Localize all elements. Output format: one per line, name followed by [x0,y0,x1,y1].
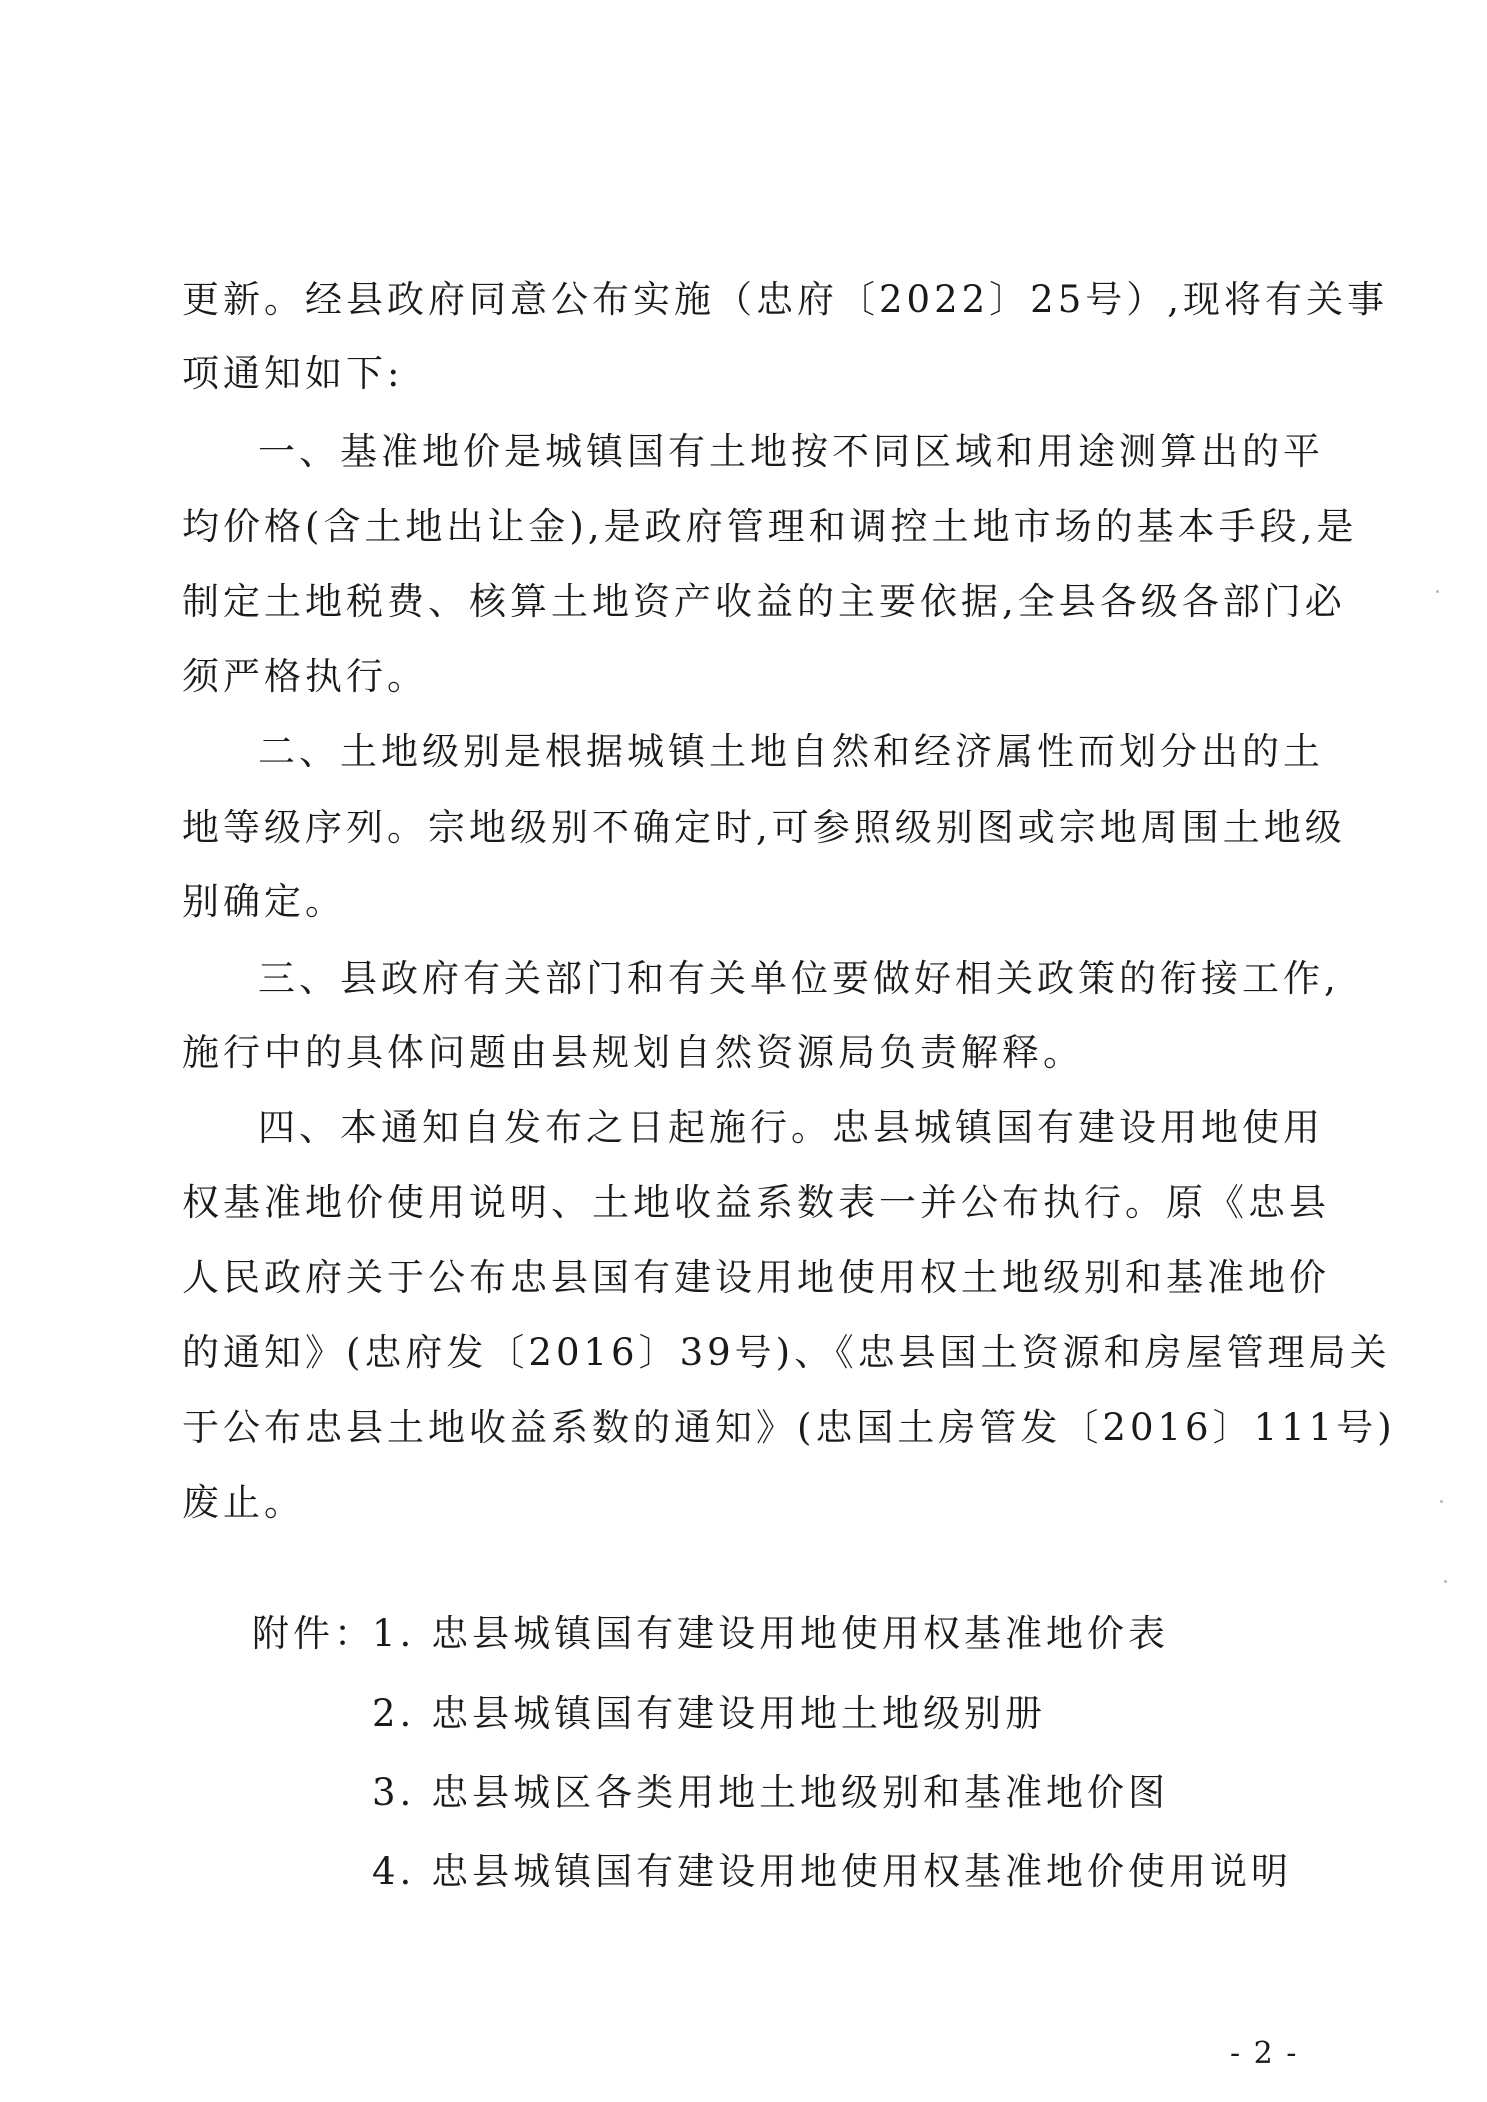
body-line: 人民政府关于公布忠县国有建设用地使用权土地级别和基准地价 [182,1256,1330,1299]
body-line: 权基准地价使用说明、土地收益系数表一并公布执行。原《忠县 [182,1181,1330,1224]
attachment-item: 2. 忠县城镇国有建设用地土地级别册 [372,1692,1047,1735]
body-line: 项通知如下: [182,352,404,395]
body-line: 废止。 [182,1481,305,1524]
scan-speck [1444,1580,1447,1583]
paragraph-4-start: 四、本通知自发布之日起施行。忠县城镇国有建设用地使用 [258,1106,1324,1149]
body-line: 的通知》(忠府发〔2016〕39号)、《忠县国土资源和房屋管理局关 [182,1331,1391,1374]
body-line: 施行中的具体问题由县规划自然资源局负责解释。 [182,1031,1084,1074]
scan-speck [1436,590,1439,593]
attachment-item: 3. 忠县城区各类用地土地级别和基准地价图 [372,1771,1170,1814]
paragraph-2-start: 二、土地级别是根据城镇土地自然和经济属性而划分出的土 [258,730,1324,773]
attachment-item: 1. 忠县城镇国有建设用地使用权基准地价表 [372,1612,1170,1655]
body-line: 须严格执行。 [182,655,428,698]
body-line: 别确定。 [182,880,346,923]
paragraph-1-start: 一、基准地价是城镇国有土地按不同区域和用途测算出的平 [258,430,1324,473]
body-line: 于公布忠县土地收益系数的通知》(忠国土房管发〔2016〕111号) [182,1406,1396,1449]
body-line: 更新。经县政府同意公布实施（忠府〔2022〕25号）,现将有关事 [182,278,1389,321]
body-line: 均价格(含土地出让金),是政府管理和调控土地市场的基本手段,是 [182,505,1358,548]
attachment-item: 4. 忠县城镇国有建设用地使用权基准地价使用说明 [372,1850,1293,1893]
body-line: 地等级序列。宗地级别不确定时,可参照级别图或宗地周围土地级 [182,806,1346,849]
page-number: - 2 - [1230,2036,1299,2071]
scan-speck [1440,1500,1443,1503]
body-line: 制定土地税费、核算土地资产收益的主要依据,全县各级各部门必 [182,580,1346,623]
attachments-label: 附件： [252,1612,375,1655]
paragraph-3-start: 三、县政府有关部门和有关单位要做好相关政策的衔接工作, [258,957,1340,1000]
